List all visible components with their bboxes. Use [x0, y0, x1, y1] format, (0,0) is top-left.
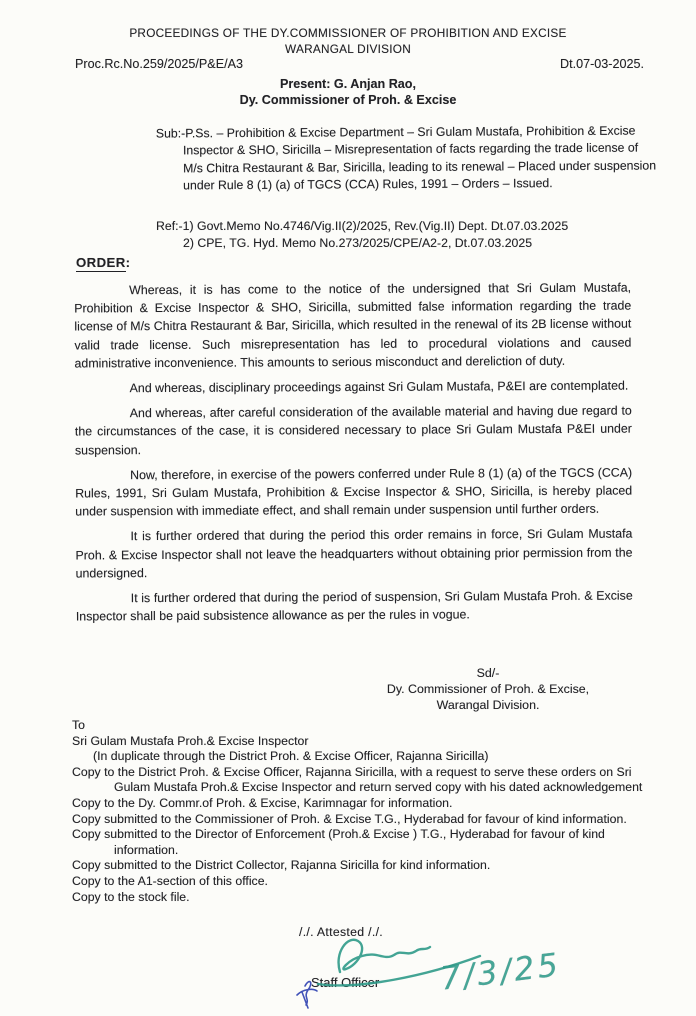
order-heading: [76, 255, 130, 270]
signature-scribble: [339, 940, 430, 972]
proc-number: Proc.Rc.No.259/2025/P&E/A3: [75, 57, 244, 71]
reference-item: 2) CPE, TG. Hyd. Memo No.273/2025/CPE/A2-2, Dt.07.03.2025: [183, 236, 533, 250]
order-paragraph: And whereas, disciplinary proceedings against Sri Gulam Mustafa, P&EI are contemplated.: [129, 378, 629, 396]
reference-label: Ref:-: [156, 219, 183, 233]
subject-text: P.Ss. – Prohibition & Excise Department – Sri Gulam Mustafa, Prohibition & Excise Inspector & SHO, Siricilla – Misrepresentation of facts regarding the trade license of M/s Chitra Restaurant & Bar, Siricilla, leading to its renewal – Placed under suspension under Rule 8 (1) (a) of TGCS (CCA) Rules, 1991 – Orders – Issued.: [182, 123, 657, 193]
handwritten-date: 7/3/25: [438, 945, 563, 998]
order-heading-text: ORDER: [76, 255, 126, 270]
order-paragraph: Now, therefore, in exercise of the powers conferred under Rule 8 (1) (a) of the TGCS (CCA) Rules, 1991, Sri Gulam Mustafa, Prohibition & Excise Inspector & SHO, Siricilla, is hereby placed under suspension with immediate effect, and shall remain under suspension until further orders.: [75, 465, 633, 519]
copy-line: Copy to the A1-section of this office.: [72, 873, 268, 888]
order-body: [74, 279, 633, 633]
order-paragraph: And whereas, after careful consideration of the available material and having due regard to the circumstances of the case, it is considered necessary to place Sri Gulam Mustafa P&EI under suspension.: [74, 403, 632, 458]
copy-line: Copy submitted to the Director of Enforcement (Proh.& Excise ) T.G., Hyderabad for favour of kind information.: [72, 827, 605, 857]
distribution-block: [72, 718, 658, 905]
reference-item: 1) Govt.Memo No.4746/Vig.II(2)/2025, Rev.(Vig.II) Dept. Dt.07.03.2025: [182, 219, 569, 233]
subject-block: [156, 122, 659, 194]
proc-row: [75, 57, 644, 71]
reference-line: [156, 218, 656, 235]
signoff-sd: Sd/-: [476, 666, 500, 680]
present-name: Present: G. Anjan Rao,: [280, 77, 416, 91]
staff-officer-label: Staff Officer: [311, 975, 380, 990]
copy-line: Copy submitted to the District Collector, Rajanna Siricilla for kind information.: [72, 858, 491, 873]
ink-mark: [297, 982, 317, 1008]
signoff-designation: Dy. Commissioner of Proh. & Excise,: [386, 681, 590, 696]
copy-line: Copy to the stock file.: [72, 889, 190, 904]
addressee-line: Sri Gulam Mustafa Proh.& Excise Inspector: [72, 733, 309, 748]
duplicate-note: (In duplicate through the District Proh. & Excise Officer, Rajanna Siricilla): [93, 749, 489, 764]
document-title: [0, 25, 696, 57]
order-paragraph: It is further ordered that during the period this order remains in force, Sri Gulam Mustafa Proh. & Excise Inspector shall not leave the headquarters without obtaining prior permission from the undersigned.: [75, 526, 633, 581]
copy-line: Copy to the Dy. Commr.of Proh. & Excise, Karimnagar for information.: [72, 795, 453, 810]
signoff-division: Warangal Division.: [436, 697, 540, 712]
proc-date: Dt.07-03-2025.: [559, 57, 644, 71]
signoff-block: [352, 666, 624, 713]
copy-line: Copy to the District Proh. & Excise Officer, Rajanna Siricilla, with a request to serve these orders on Sri Gulam Mustafa Proh.& Excise Inspector and return served copy with his dated acknowledgement: [72, 764, 643, 795]
title-line-1: PROCEEDINGS OF THE DY.COMMISSIONER OF PROHIBITION AND EXCISE: [129, 26, 567, 40]
order-paragraph: Whereas, it is has come to the notice of the undersigned that Sri Gulam Mustafa, Prohibition & Excise Inspector & SHO, Siricilla, submitted false information regarding the trade license of M/s Chitra Restaurant & Bar, Siricilla, which resulted in the renewal of its 2B license without valid trade license. Such misrepresentation has led to procedural violations and caused administrative inconvenience. This amounts to serious misconduct and dereliction of duty.: [74, 280, 632, 371]
copy-line: Copy submitted to the Commissioner of Proh. & Excise T.G., Hyderabad for favour of kind information.: [72, 811, 627, 826]
reference-block: [156, 218, 656, 252]
title-line-2: WARANGAL DIVISION: [285, 42, 411, 56]
handwritten-signature: [278, 930, 578, 1016]
present-designation: Dy. Commissioner of Proh. & Excise: [239, 92, 457, 107]
order-heading-colon: :: [125, 255, 131, 270]
present-heading: [0, 77, 696, 108]
subject-label: Sub:-: [155, 126, 186, 141]
order-paragraph: It is further ordered that during the period of suspension, Sri Gulam Mustafa Proh. & Excise Inspector shall be paid subsistence allowance as per the rules in vogue.: [75, 588, 633, 624]
attested-line: /./. Attested /./.: [299, 925, 384, 939]
to-label: To: [72, 718, 85, 732]
